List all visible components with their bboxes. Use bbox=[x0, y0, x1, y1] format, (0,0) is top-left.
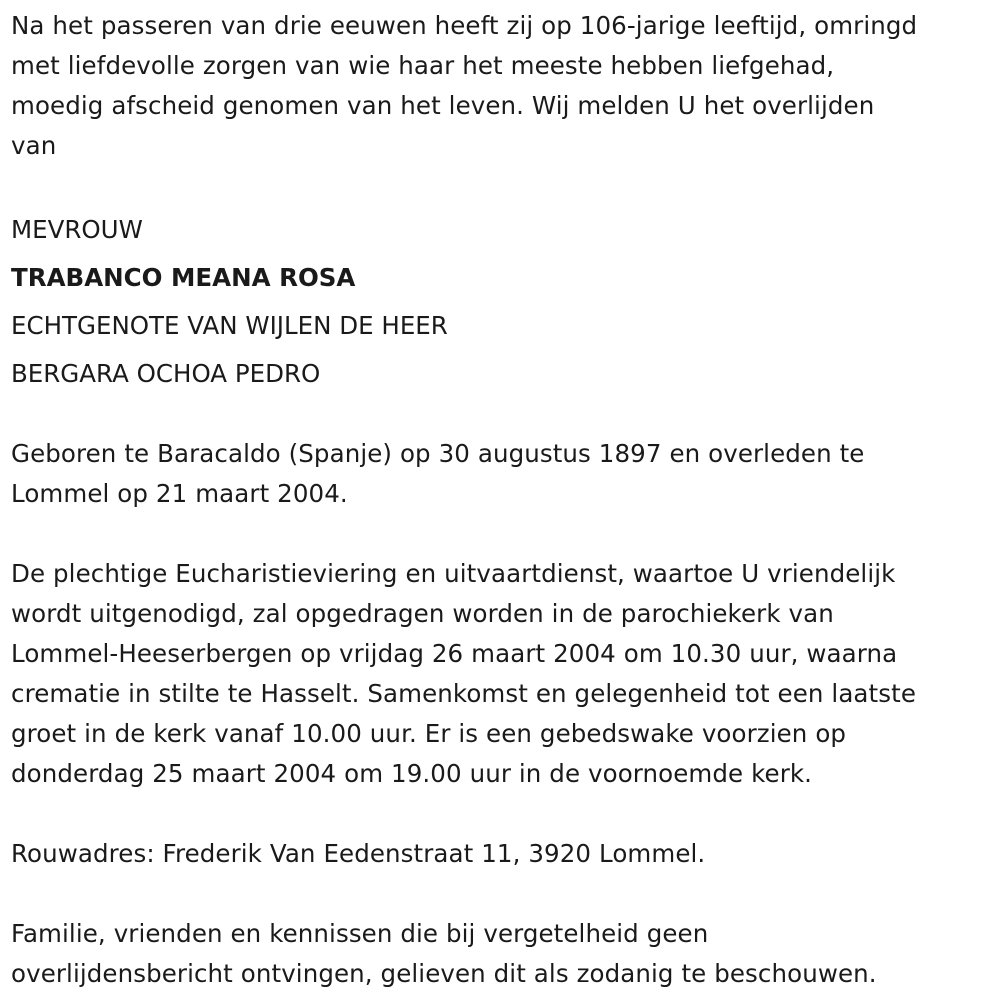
deceased-spouse: BERGARA OCHOA PEDRO bbox=[11, 359, 321, 388]
birth-paragraph bbox=[11, 434, 995, 514]
intro-line: Na het passeren van drie eeuwen heeft zij op 106-jarige leeftijd, omringd bbox=[11, 11, 918, 40]
address-paragraph bbox=[11, 834, 995, 874]
ceremony-paragraph bbox=[11, 554, 995, 794]
deceased-relation: ECHTGENOTE VAN WIJLEN DE HEER bbox=[11, 311, 448, 340]
birth-line: Lommel op 21 maart 2004. bbox=[11, 479, 348, 508]
deceased-title: MEVROUW bbox=[11, 215, 143, 244]
ceremony-line: wordt uitgenodigd, zal opgedragen worden in de parochiekerk van bbox=[11, 599, 834, 628]
closing-line: Familie, vrienden en kennissen die bij vergetelheid geen bbox=[11, 919, 709, 948]
intro-line: moedig afscheid genomen van het leven. Wij melden U het overlijden bbox=[11, 91, 875, 120]
closing-paragraph bbox=[11, 914, 995, 994]
deceased-block bbox=[11, 206, 995, 398]
ceremony-line: crematie in stilte te Hasselt. Samenkomst en gelegenheid tot een laatste bbox=[11, 679, 916, 708]
birth-line: Geboren te Baracaldo (Spanje) op 30 augustus 1897 en overleden te bbox=[11, 439, 865, 468]
obituary-document bbox=[11, 6, 995, 994]
ceremony-line: De plechtige Eucharistieviering en uitvaartdienst, waartoe U vriendelijk bbox=[11, 559, 896, 588]
intro-line: met liefdevolle zorgen van wie haar het meeste hebben liefgehad, bbox=[11, 51, 835, 80]
ceremony-line: donderdag 25 maart 2004 om 19.00 uur in de voornoemde kerk. bbox=[11, 759, 813, 788]
deceased-name: TRABANCO MEANA ROSA bbox=[11, 263, 356, 292]
intro-paragraph bbox=[11, 6, 995, 166]
ceremony-line: Lommel-Heeserbergen op vrijdag 26 maart 2004 om 10.30 uur, waarna bbox=[11, 639, 898, 668]
ceremony-line: groet in de kerk vanaf 10.00 uur. Er is een gebedswake voorzien op bbox=[11, 719, 847, 748]
address-line: Rouwadres: Frederik Van Eedenstraat 11, 3920 Lommel. bbox=[11, 839, 706, 868]
intro-line: van bbox=[11, 131, 57, 160]
closing-line: overlijdensbericht ontvingen, gelieven dit als zodanig te beschouwen. bbox=[11, 959, 877, 988]
